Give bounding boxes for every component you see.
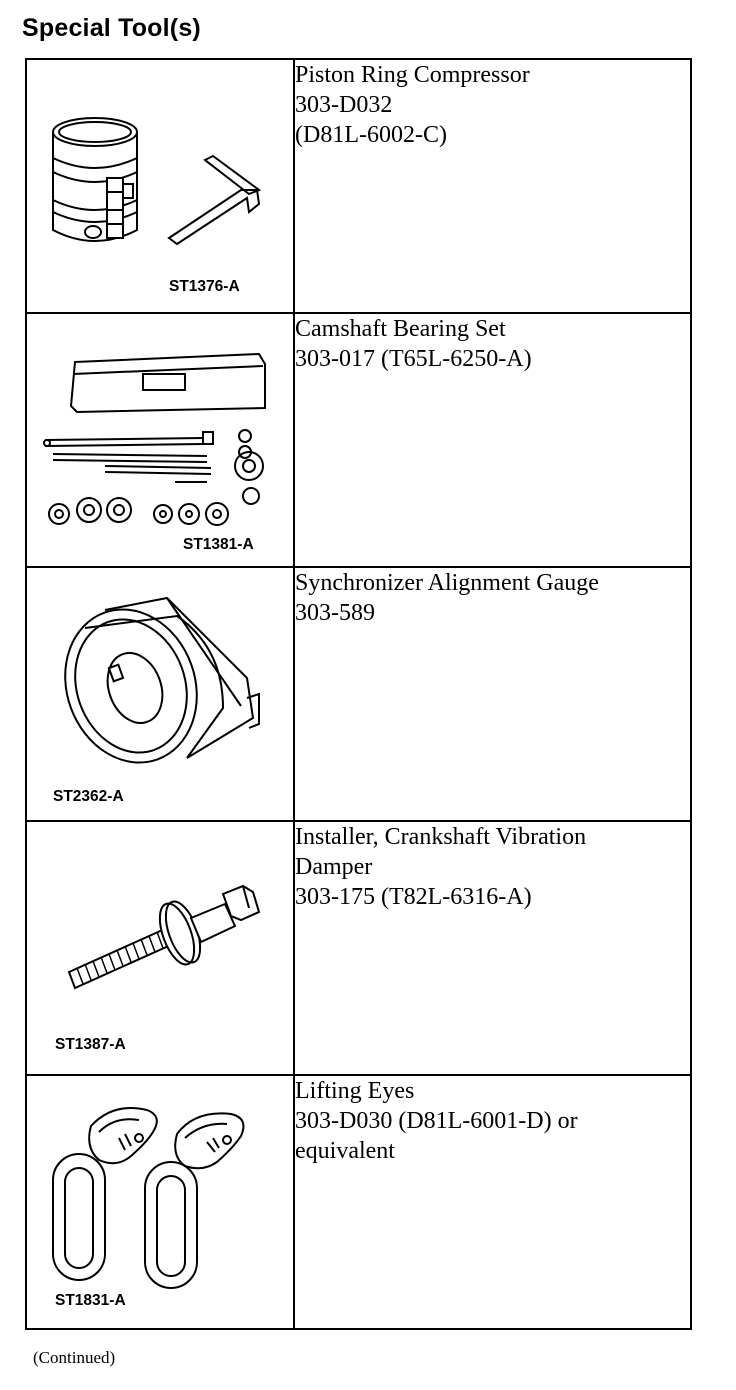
table-row bbox=[26, 821, 691, 1075]
table-row bbox=[26, 567, 691, 821]
tool-number: 303-D032 bbox=[295, 92, 393, 118]
illustration-code: ST1381-A bbox=[183, 536, 254, 553]
illustration-code: ST2362-A bbox=[53, 788, 124, 805]
camshaft-bearing-set-icon bbox=[27, 314, 293, 566]
tool-number: 303-589 bbox=[295, 600, 375, 626]
table-row bbox=[26, 313, 691, 567]
tool-illustration-cell bbox=[26, 821, 294, 1075]
tool-description-cell bbox=[294, 821, 691, 1075]
illustration-code: ST1831-A bbox=[55, 1292, 126, 1309]
tool-number: 303-D030 (D81L-6001-D) or bbox=[295, 1108, 578, 1134]
tool-illustration-cell bbox=[26, 59, 294, 313]
tool-illustration-cell bbox=[26, 567, 294, 821]
tool-name: Installer, Crankshaft Vibration bbox=[295, 824, 587, 850]
lifting-eyes-icon bbox=[27, 1076, 293, 1328]
tool-number-cont: equivalent bbox=[295, 1138, 395, 1164]
illustration-code: ST1387-A bbox=[55, 1036, 126, 1053]
tool-number: 303-175 (T82L-6316-A) bbox=[295, 884, 532, 910]
table-row bbox=[26, 59, 691, 313]
tool-name: Synchronizer Alignment Gauge bbox=[295, 570, 599, 596]
special-tools-table bbox=[25, 58, 692, 1330]
tool-name: Camshaft Bearing Set bbox=[295, 316, 506, 342]
tool-description-cell bbox=[294, 567, 691, 821]
illustration-code: ST1376-A bbox=[169, 278, 240, 295]
tool-name: Lifting Eyes bbox=[295, 1078, 415, 1104]
tool-name: Piston Ring Compressor bbox=[295, 62, 530, 88]
tool-description-cell bbox=[294, 59, 691, 313]
tool-name-cont: Damper bbox=[295, 854, 373, 880]
continued-note: (Continued) bbox=[33, 1348, 116, 1367]
tool-number: 303-017 (T65L-6250-A) bbox=[295, 346, 532, 372]
tool-description-cell bbox=[294, 313, 691, 567]
synchronizer-alignment-gauge-icon bbox=[27, 568, 293, 820]
tool-number-alt: (D81L-6002-C) bbox=[295, 122, 447, 148]
table-row bbox=[26, 1075, 691, 1329]
tool-illustration-cell bbox=[26, 313, 294, 567]
tool-illustration-cell bbox=[26, 1075, 294, 1329]
tool-description-cell bbox=[294, 1075, 691, 1329]
page-title: Special Tool(s) bbox=[22, 14, 201, 42]
piston-ring-compressor-icon bbox=[27, 60, 293, 312]
